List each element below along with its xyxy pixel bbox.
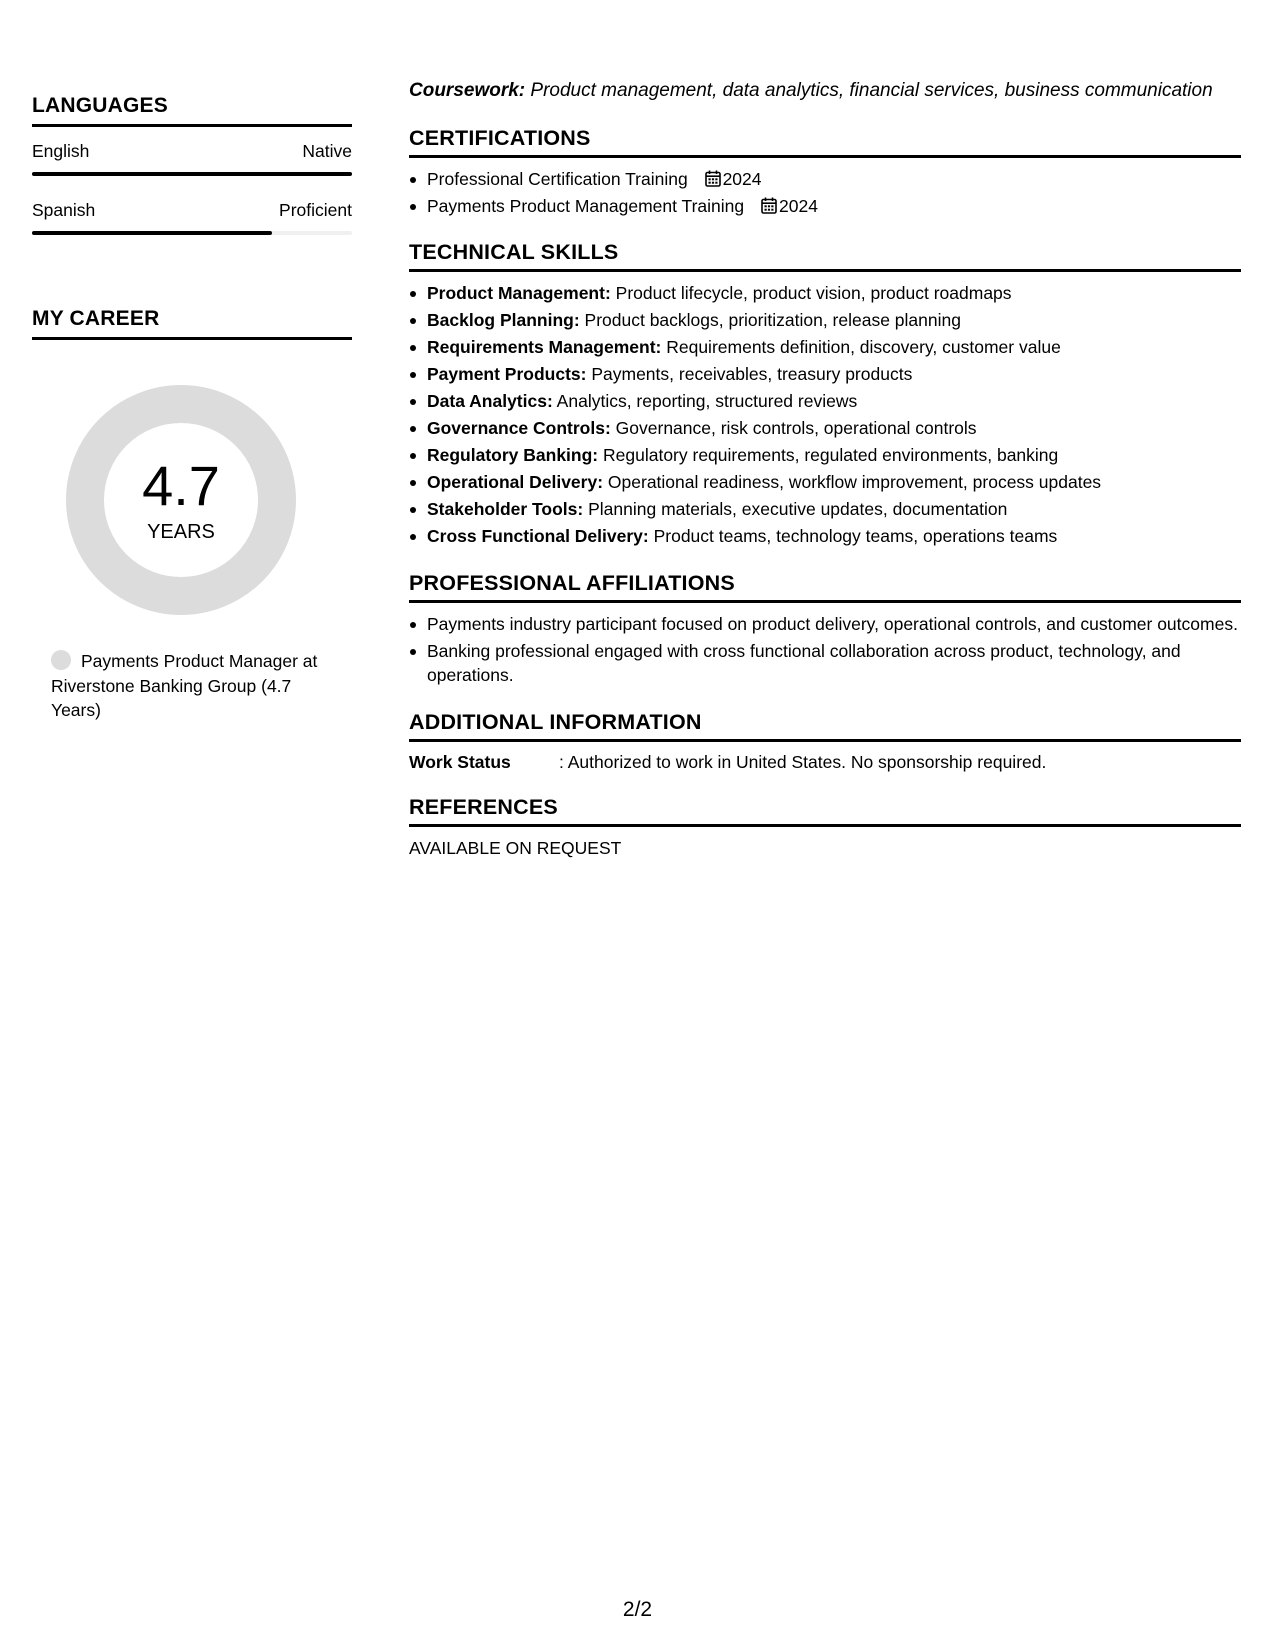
calendar-icon — [761, 197, 777, 214]
affiliations-title: PROFESSIONAL AFFILIATIONS — [409, 571, 1241, 603]
skill-label: Regulatory Banking: — [427, 445, 599, 465]
technical-skills-list — [409, 281, 1241, 549]
calendar-icon — [705, 170, 721, 187]
work-status-row — [409, 751, 1241, 773]
skill-label: Requirements Management: — [427, 337, 662, 357]
skill-label: Backlog Planning: — [427, 310, 580, 330]
career-entry-label: Payments Product Manager at Riverstone Banking Group (4.7 Years) — [51, 651, 318, 720]
skill-label: Operational Delivery: — [427, 472, 604, 492]
skill-text: Product backlogs, prioritization, release planning — [579, 310, 961, 330]
coursework-text: Product management, data analytics, financial services, business communication — [525, 80, 1213, 101]
language-item — [32, 200, 352, 235]
skill-text: Analytics, reporting, structured reviews — [552, 391, 858, 411]
skill-item — [409, 281, 1241, 306]
skill-text: Operational readiness, workflow improvement, process updates — [603, 472, 1102, 492]
technical-skills-title: TECHNICAL SKILLS — [409, 240, 1241, 272]
skill-item — [409, 524, 1241, 549]
language-proficiency-fill — [32, 231, 272, 235]
career-donut-chart — [66, 385, 296, 615]
career-years-unit: YEARS — [147, 521, 215, 543]
affiliation-item: Banking professional engaged with cross functional collaboration across product, technology, and operations. — [409, 639, 1241, 688]
certification-name: Payments Product Management Training — [427, 195, 745, 216]
affiliation-item: Payments industry participant focused on product delivery, operational controls, and customer outcomes. — [409, 612, 1241, 637]
skill-label: Stakeholder Tools: — [427, 499, 584, 519]
additional-info-section — [409, 710, 1241, 773]
language-name: Spanish — [32, 200, 96, 220]
technical-skills-section — [409, 240, 1241, 549]
certifications-title: CERTIFICATIONS — [409, 126, 1241, 158]
skill-item — [409, 308, 1241, 333]
skill-item — [409, 416, 1241, 441]
certification-year: 2024 — [722, 168, 762, 189]
right-column — [409, 79, 1241, 859]
skill-text: Product teams, technology teams, operations teams — [648, 526, 1058, 546]
career-total-years: 4.7 — [142, 454, 220, 517]
skill-item — [409, 362, 1241, 387]
languages-section — [32, 94, 352, 235]
legend-dot-icon — [51, 650, 71, 670]
references-text: AVAILABLE ON REQUEST — [409, 837, 622, 858]
career-title: MY CAREER — [32, 307, 352, 340]
additional-info-title: ADDITIONAL INFORMATION — [409, 710, 1241, 742]
references-section — [409, 795, 1241, 859]
skill-item — [409, 470, 1241, 495]
skill-item — [409, 443, 1241, 468]
languages-title: LANGUAGES — [32, 94, 352, 127]
certification-name: Professional Certification Training — [427, 168, 688, 189]
skill-item — [409, 335, 1241, 360]
certification-item — [409, 167, 1241, 192]
affiliations-section — [409, 571, 1241, 688]
skill-label: Cross Functional Delivery: — [427, 526, 649, 546]
skill-text: Payments, receivables, treasury products — [586, 364, 913, 384]
career-legend-item — [51, 649, 341, 723]
language-proficiency-fill — [32, 172, 352, 176]
coursework-label: Coursework: — [409, 80, 526, 101]
page-number: 2/2 — [622, 1598, 653, 1621]
skill-label: Data Analytics: — [427, 391, 553, 411]
skill-text: Regulatory requirements, regulated environments, banking — [598, 445, 1059, 465]
language-proficiency-bar — [32, 172, 352, 176]
skill-text: Product lifecycle, product vision, product roadmaps — [610, 283, 1012, 303]
certifications-section — [409, 126, 1241, 219]
certification-item — [409, 194, 1241, 219]
skill-label: Product Management: — [427, 283, 611, 303]
work-status-label: Work Status — [409, 751, 511, 772]
certification-year: 2024 — [779, 195, 818, 216]
language-item — [32, 141, 352, 176]
language-level: Native — [302, 141, 352, 161]
skill-label: Governance Controls: — [427, 418, 611, 438]
coursework — [409, 79, 1241, 104]
left-column — [32, 94, 352, 723]
skill-text: Governance, risk controls, operational controls — [610, 418, 977, 438]
language-level: Proficient — [279, 200, 352, 220]
skill-item — [409, 497, 1241, 522]
certifications-list — [409, 167, 1241, 219]
language-proficiency-bar — [32, 231, 352, 235]
skill-text: Requirements definition, discovery, customer value — [661, 337, 1061, 357]
references-title: REFERENCES — [409, 795, 1241, 827]
career-section — [32, 307, 352, 723]
work-status-value: : Authorized to work in United States. No sponsorship required. — [559, 751, 1047, 772]
skill-text: Planning materials, executive updates, documentation — [583, 499, 1008, 519]
skill-item — [409, 389, 1241, 414]
affiliations-list — [409, 612, 1241, 688]
language-name: English — [32, 141, 90, 161]
skill-label: Payment Products: — [427, 364, 587, 384]
